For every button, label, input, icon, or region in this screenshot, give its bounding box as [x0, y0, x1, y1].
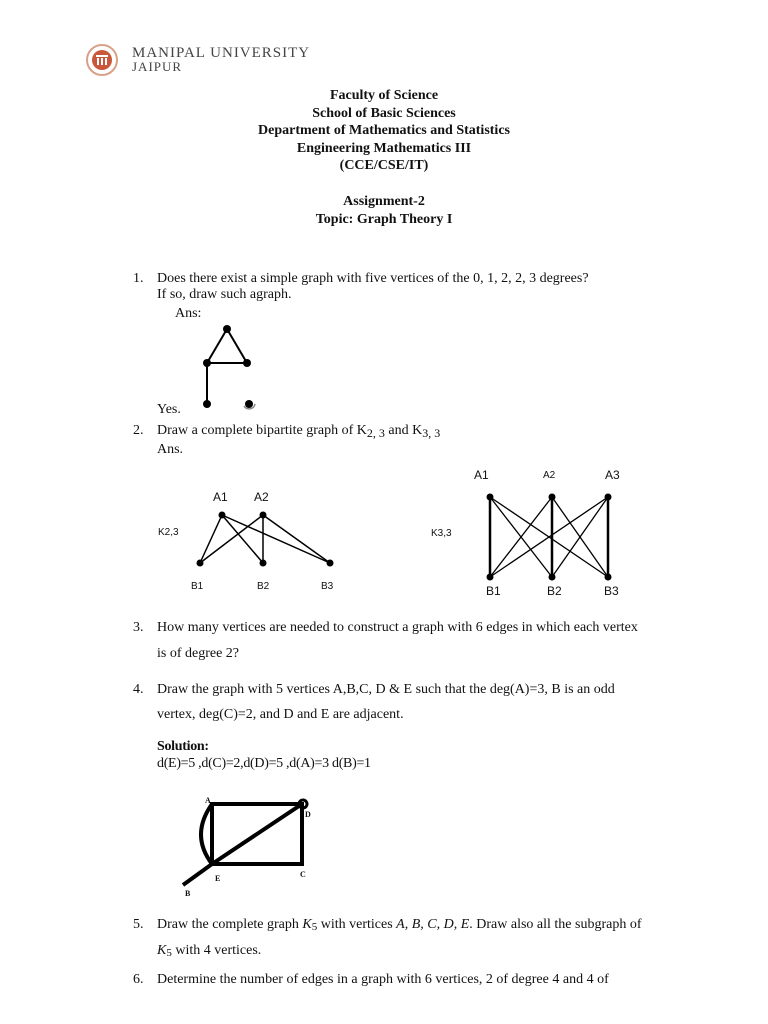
graph-vertex [203, 400, 211, 408]
question-4-line2: vertex, deg(C)=2, and D and E are adjacent. [157, 707, 404, 722]
solution-label: Solution: [157, 739, 209, 754]
faculty-title: Faculty of Science [329, 88, 439, 103]
graph-vertex [219, 512, 226, 519]
assignment-title: Assignment-2 [343, 194, 425, 209]
graph-vertex [549, 574, 556, 581]
answer-text: Yes. [157, 402, 181, 417]
university-logo [80, 42, 340, 78]
question-number: 1. [133, 271, 144, 286]
graph-vertex [197, 560, 204, 567]
question-text: Draw a complete bipartite graph of K2, 3 and K3, 3 [157, 423, 441, 440]
answer-label: Ans. [157, 442, 184, 457]
graph-vertex [549, 494, 556, 501]
university-seal-icon [80, 42, 128, 78]
question-number: 4. [133, 682, 144, 697]
graph-vertex [203, 359, 211, 367]
vertex-label: D [305, 810, 311, 819]
question-number: 5. [133, 917, 144, 932]
question-text: Determine the number of edges in a graph with 6 vertices, 2 of degree 4 and 4 of [157, 972, 609, 987]
graph-vertex [260, 560, 267, 567]
q1-graph-figure [195, 320, 265, 412]
graph-vertex [223, 325, 231, 333]
question-text: Draw the graph with 5 vertices A,B,C, D & E such that the deg(A)=3, B is an odd [157, 682, 615, 697]
question-number: 2. [133, 423, 144, 438]
question-3-line2: is of degree 2? [157, 646, 240, 661]
graph-vertex [260, 512, 267, 519]
vertex-label: A1 [213, 490, 228, 504]
vertex-label: B1 [486, 584, 501, 598]
vertex-label: A [205, 796, 211, 805]
graph-vertex [605, 494, 612, 501]
vertex-label: A1 [474, 468, 489, 482]
vertex-label: B3 [604, 584, 619, 598]
vertex-label: A2 [543, 470, 556, 481]
department-title: Department of Mathematics and Statistics [258, 123, 510, 138]
graph-vertex [605, 574, 612, 581]
k33-graph-figure [470, 475, 630, 595]
vertex-label: B2 [547, 584, 562, 598]
vertex-label: B [185, 889, 191, 898]
graph-label: K2,3 [158, 527, 179, 538]
graph-vertex [487, 574, 494, 581]
graph-vertex [243, 359, 251, 367]
question-1-line2: If so, draw such agraph. [157, 287, 292, 302]
graph-label: K3,3 [431, 528, 452, 539]
course-title: Engineering Mathematics III [296, 141, 472, 156]
question-text: Draw the complete graph K5 with vertices A, B, C, D, E. Draw also all the subgraph of [157, 917, 642, 933]
vertex-label: C [300, 870, 306, 879]
university-name: MANIPAL UNIVERSITY [132, 45, 311, 61]
answer-label: Ans: [175, 306, 202, 321]
k23-graph-figure [150, 485, 350, 600]
question-number: 3. [133, 620, 144, 635]
vertex-label: E [215, 874, 221, 883]
vertex-label: B1 [191, 581, 204, 592]
question-text: How many vertices are needed to construct a graph with 6 edges in which each vertex [157, 620, 638, 635]
vertex-label: A3 [605, 468, 620, 482]
graph-vertex [487, 494, 494, 501]
question-number: 6. [133, 972, 144, 987]
q4-graph-figure [175, 795, 325, 905]
question-text: Does there exist a simple graph with five vertices of the 0, 1, 2, 2, 3 degrees? [157, 271, 589, 286]
school-title: School of Basic Sciences [312, 106, 456, 121]
graph-vertex [245, 400, 253, 408]
graph-vertex [327, 560, 334, 567]
vertex-label: A2 [254, 490, 269, 504]
branches-title: (CCE/CSE/IT) [339, 158, 429, 173]
vertex-label: B3 [321, 581, 334, 592]
vertex-label: B2 [257, 581, 270, 592]
university-city: JAIPUR [132, 59, 183, 74]
solution-text: d(E)=5 ,d(C)=2,d(D)=5 ,d(A)=3 d(B)=1 [157, 756, 371, 771]
topic-title: Topic: Graph Theory I [315, 212, 453, 227]
question-5-line2: K5 with 4 vertices. [157, 943, 262, 959]
